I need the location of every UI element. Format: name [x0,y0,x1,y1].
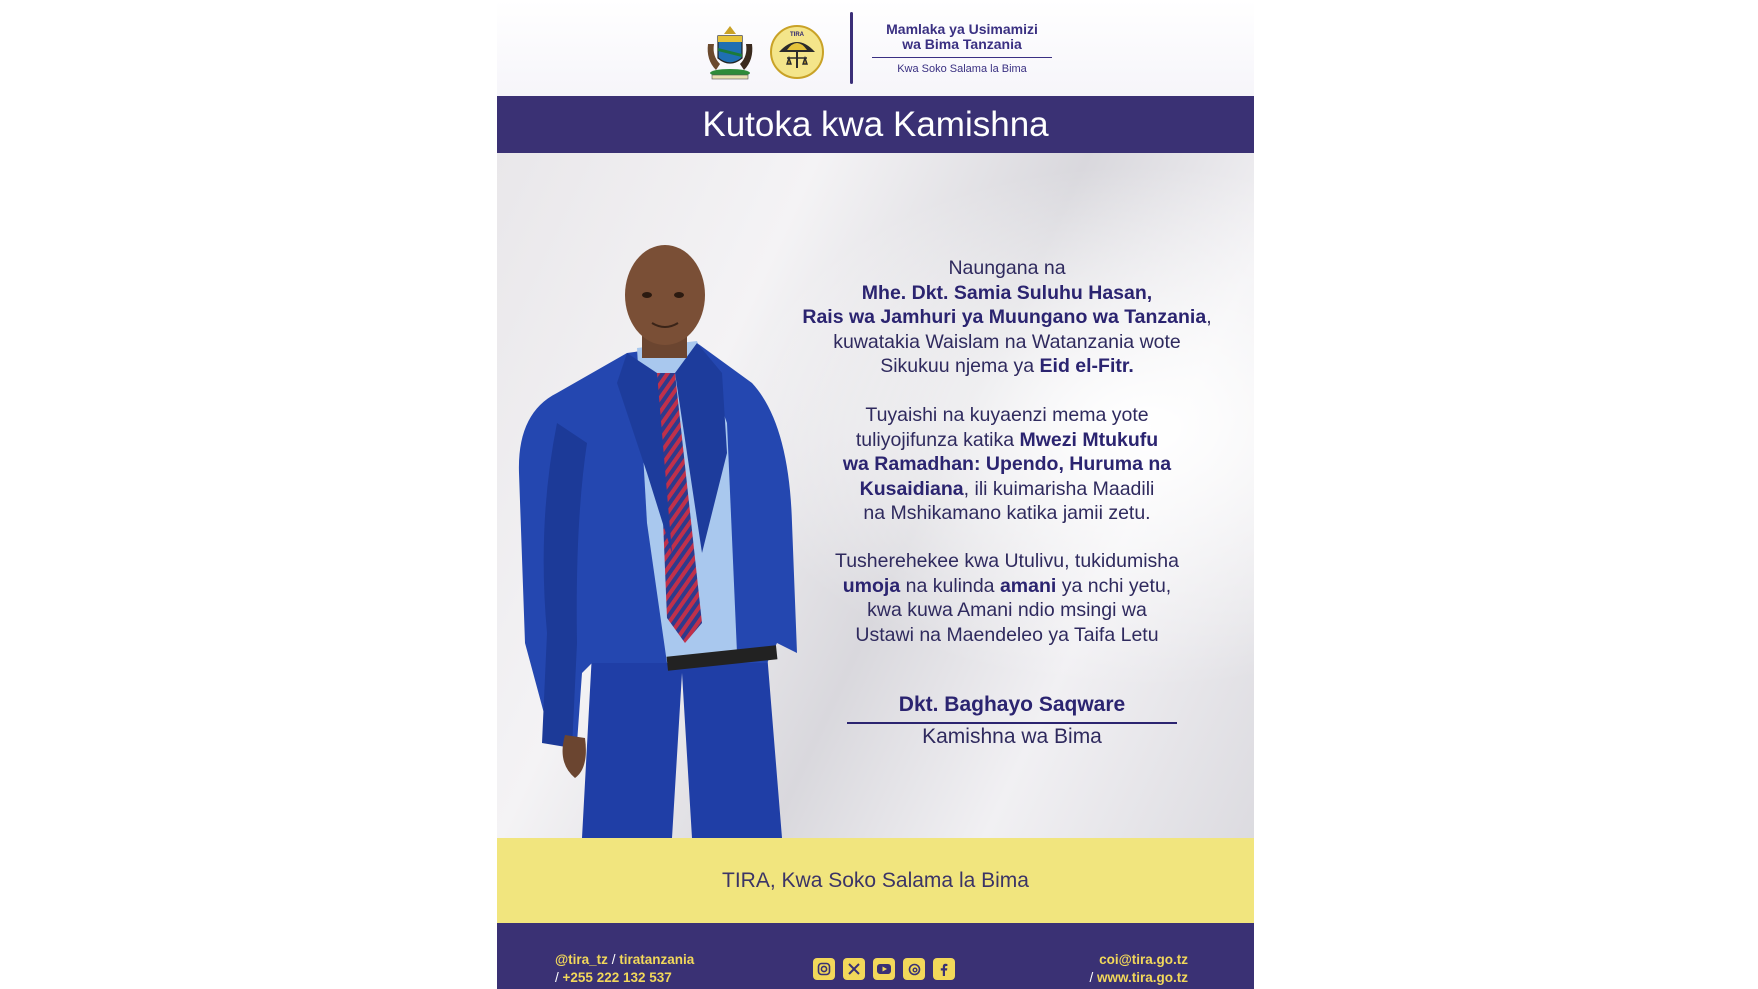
slogan-band [497,838,1254,923]
facebook-icon[interactable] [933,958,955,980]
message-text: , [1206,306,1212,328]
header-divider [850,12,853,84]
tira-seal-icon [769,24,825,80]
coat-of-arms-icon [702,24,758,80]
message-text: Eid el-Fitr. [1039,355,1134,377]
message-text: na kulinda [905,574,995,597]
page-title: Kutoka kwa Kamishna [702,105,1049,144]
social-handle[interactable]: @tira_tz [555,952,608,967]
org-name-line2: wa Bima Tanzania [902,36,1022,52]
message-text: Mwezi Mtukufu [1019,428,1159,451]
org-name-line1: Mamlaka ya Usimamizi [886,21,1038,37]
message-text: na Mshikamano katika jamii zetu. [863,502,1151,524]
poster [497,0,1254,989]
website-link[interactable]: www.tira.go.tz [1097,970,1188,985]
separator: / [1089,970,1094,985]
phone-number[interactable]: +255 222 132 537 [562,970,672,985]
separator: / [555,970,559,985]
message-text: wa Ramadhan: Upendo, Huruma na [842,453,1172,475]
message-text: Naungana na [948,257,1066,279]
message-text: Sikukuu njema ya [880,355,1035,377]
photo-area [497,153,1254,838]
signatory-name: Dkt. Baghayo Saqware [898,693,1126,716]
message-text: Rais wa Jamhuri ya Muungano wa Tanzania [802,306,1207,328]
social-handle-2[interactable]: tiratanzania [619,952,695,967]
footer [497,923,1254,989]
message-text: Tuyaishi na kuyaenzi mema yote [865,404,1149,426]
message-paragraph-3 [787,549,1227,647]
message-text: Tusherehekee kwa Utulivu, tukidumisha [835,550,1179,572]
message-paragraph-1 [787,256,1227,379]
message-text: Kusaidiana [859,477,964,500]
message-paragraph-2 [787,403,1227,526]
x-icon[interactable] [843,958,865,980]
signatory-title: Kamishna wa Bima [922,725,1102,748]
message-text: amani [999,574,1057,597]
instagram-icon[interactable] [813,958,835,980]
header [497,0,1254,96]
youtube-icon[interactable] [873,958,895,980]
separator: / [611,952,616,967]
threads-icon[interactable] [903,958,925,980]
title-band [497,96,1254,153]
org-name [867,22,1057,52]
seal-text: TIRA [790,32,804,38]
slogan-text: TIRA, Kwa Soko Salama la Bima [722,869,1029,892]
footer-contact-right [1089,951,1188,987]
message-text: kwa kuwa Amani ndio msingi wa [867,599,1147,621]
message-text: ya nchi yetu, [1061,574,1172,597]
message-text: Mhe. Dkt. Samia Suluhu Hasan, [861,281,1153,304]
footer-contact-left [555,951,694,987]
org-underline [872,57,1052,58]
message-text: , ili kuimarisha Maadili [963,477,1155,500]
email-link[interactable]: coi@tira.go.tz [1099,952,1188,967]
message-text: umoja [842,574,901,597]
social-icons [813,958,955,980]
org-tagline: Kwa Soko Salama la Bima [897,63,1027,75]
message-text: kuwatakia Waislam na Watanzania wote [833,330,1181,353]
commissioner-portrait [497,223,837,838]
message-text: tuliyojifunza katika [855,428,1015,451]
message-text: Ustawi na Maendeleo ya Taifa Letu [855,623,1159,646]
signature-line [847,722,1177,724]
